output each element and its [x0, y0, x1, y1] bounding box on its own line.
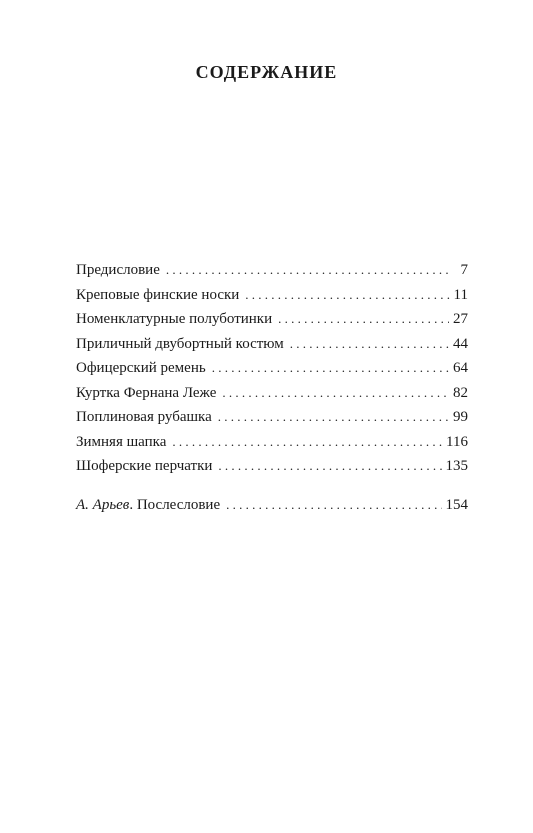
toc-entry-label: Приличный двубортный костюм [76, 335, 284, 352]
toc-entry-shirt [76, 405, 468, 430]
dot-leader [290, 332, 449, 357]
page-title: СОДЕРЖАНИЕ [195, 62, 338, 82]
toc-entry-label: Шоферские перчатки [76, 458, 213, 474]
toc-entry-shoes [76, 307, 468, 332]
toc-entry-suit [76, 332, 468, 357]
afterword-title: . Послесловие [129, 496, 221, 513]
dot-leader [172, 430, 442, 455]
toc-page-number: 99 [453, 409, 468, 425]
toc-entry-label: Креповые финские носки [76, 286, 240, 303]
toc-entry-hat [76, 430, 468, 455]
toc-entry-label: Номенклатурные полуботинки [76, 311, 273, 327]
toc-entry-label: Предисловие [76, 262, 160, 278]
toc-entry-label: Зимняя шапка [76, 433, 167, 450]
toc-entry-gloves [76, 454, 468, 479]
dot-leader [218, 454, 441, 479]
toc-entry-belt [76, 356, 468, 381]
toc-entry-afterword [76, 493, 468, 518]
toc-page-number: 82 [453, 384, 468, 401]
dot-leader [212, 356, 449, 381]
toc-page-number: 64 [453, 360, 468, 376]
toc-page-number: 27 [453, 311, 468, 327]
toc-entry-label [76, 493, 220, 518]
dot-leader [245, 283, 449, 308]
toc-page-number: 154 [445, 496, 468, 513]
afterword-author: А. Арьев [76, 496, 130, 513]
dot-leader [166, 258, 450, 283]
dot-leader [218, 405, 449, 430]
toc-entry-label: Офицерский ремень [76, 360, 206, 376]
dot-leader [222, 381, 449, 406]
toc-entry-jacket [76, 381, 468, 406]
dot-leader [278, 307, 449, 332]
table-of-contents [76, 258, 468, 517]
dot-leader [226, 493, 441, 518]
toc-page-number: 135 [445, 458, 468, 474]
toc-page-number: 116 [446, 433, 468, 450]
toc-entry-preface [76, 258, 468, 283]
toc-page-number: 7 [460, 262, 468, 278]
toc-entry-socks [76, 283, 468, 308]
toc-entry-label: Куртка Фернана Леже [76, 384, 217, 401]
toc-page-number: 11 [453, 286, 468, 303]
toc-page-number: 44 [453, 335, 468, 352]
toc-entry-label: Поплиновая рубашка [76, 409, 212, 425]
